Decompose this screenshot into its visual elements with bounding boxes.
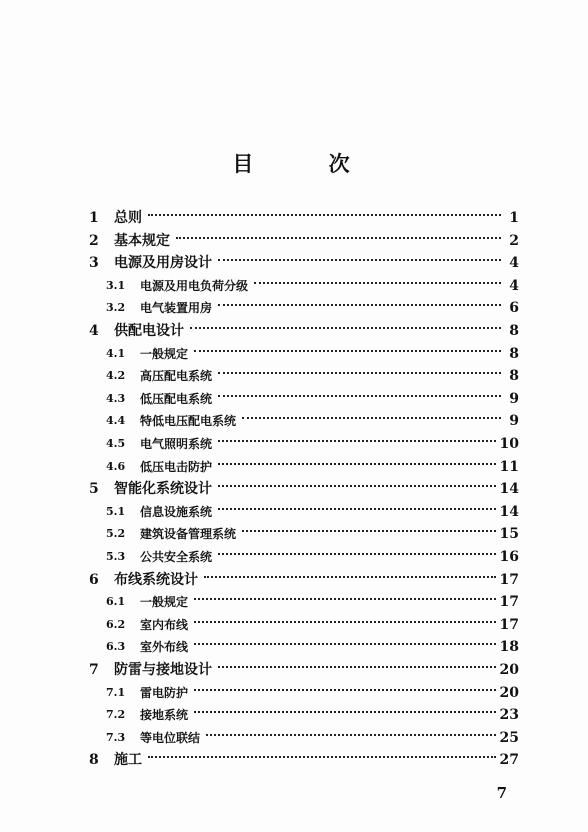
toc-entry-label: 布线系统设计 xyxy=(114,571,198,588)
toc-entry-number: 2 xyxy=(89,232,99,249)
toc-entry-label: 接地系统 xyxy=(140,708,189,723)
toc-entry-line xyxy=(140,682,519,704)
toc-entry-line xyxy=(114,659,519,681)
toc-entry-line xyxy=(140,546,519,568)
toc-entry xyxy=(0,320,588,342)
toc-entry xyxy=(0,478,588,500)
toc-entry xyxy=(0,749,588,771)
toc-entry-label: 一般规定 xyxy=(140,346,189,361)
toc-entry-page: 23 xyxy=(499,707,519,724)
toc-entry-number: 6.1 xyxy=(106,595,126,609)
toc-entry-line xyxy=(140,388,519,410)
toc-entry xyxy=(0,230,588,252)
toc-entry-label: 供配电设计 xyxy=(114,323,184,339)
toc-entry-line xyxy=(114,230,519,252)
toc-entry-label: 信息设施系统 xyxy=(140,504,213,519)
toc-entry-number: 6.3 xyxy=(106,640,126,654)
toc-entry-number: 4.6 xyxy=(106,459,126,473)
dot-leader xyxy=(218,304,501,306)
dot-leader xyxy=(218,485,496,487)
toc-entry xyxy=(0,682,588,704)
toc-entry-label: 公共安全系统 xyxy=(140,550,213,564)
toc-entry-label: 室外布线 xyxy=(140,640,189,655)
toc-entry xyxy=(0,275,588,297)
toc-entry-number: 4.4 xyxy=(106,414,126,428)
toc-entry-number: 8 xyxy=(89,752,99,769)
toc-entry-label: 施工 xyxy=(114,752,142,769)
toc-entry-line xyxy=(140,410,519,432)
toc-entry-label: 雷电防护 xyxy=(140,685,189,700)
toc-entry-page: 10 xyxy=(499,436,519,452)
dot-leader xyxy=(194,643,496,645)
toc-entry-label: 特低电压配电系统 xyxy=(140,414,237,429)
toc-entry-label: 总则 xyxy=(114,210,142,226)
dot-leader xyxy=(242,530,496,532)
dot-leader xyxy=(204,576,496,578)
toc-entry-number: 7.2 xyxy=(106,708,126,722)
dot-leader xyxy=(218,463,496,465)
toc-entry-line xyxy=(140,523,519,545)
toc-entry-page: 14 xyxy=(499,481,519,498)
toc-entry xyxy=(0,388,588,410)
toc-entry xyxy=(0,252,588,274)
toc-entry-number: 7 xyxy=(89,662,99,678)
dot-leader xyxy=(218,440,496,442)
toc-entry-label: 电源及用电负荷分级 xyxy=(140,278,249,293)
toc-entry-label: 防雷与接地设计 xyxy=(114,662,212,678)
dot-leader xyxy=(218,395,501,397)
toc-entry-number: 5.2 xyxy=(106,527,126,541)
dot-leader xyxy=(194,350,501,352)
toc-entry-line xyxy=(140,297,519,319)
toc-entry xyxy=(0,207,588,229)
toc-entry-line xyxy=(114,569,519,591)
toc-entry-line xyxy=(140,614,519,636)
toc-entry-label: 建筑设备管理系统 xyxy=(140,527,237,542)
toc-entry-number: 3 xyxy=(89,255,99,272)
toc-entry-number: 4.1 xyxy=(106,346,126,360)
toc-entry xyxy=(0,297,588,319)
toc-entry-page: 18 xyxy=(499,639,519,656)
toc-entry-number: 7.1 xyxy=(106,685,126,699)
dot-leader xyxy=(218,372,501,374)
toc-entry xyxy=(0,433,588,455)
toc-entry-page: 25 xyxy=(499,729,519,746)
toc-entry-line xyxy=(140,591,519,613)
dot-leader xyxy=(218,666,496,668)
dot-leader xyxy=(176,237,501,239)
toc-entry-label: 电气装置用房 xyxy=(140,301,213,316)
toc-entry-label: 智能化系统设计 xyxy=(114,481,212,498)
toc-entry xyxy=(0,591,588,613)
dot-leader xyxy=(254,282,501,284)
toc-entry-number: 4.5 xyxy=(106,437,126,450)
toc-entry xyxy=(0,704,588,726)
toc-entry-line xyxy=(114,320,519,342)
toc-entry-label: 电源及用房设计 xyxy=(114,255,212,272)
toc-entry xyxy=(0,456,588,478)
toc-entry-label: 一般规定 xyxy=(140,595,189,610)
toc-entry xyxy=(0,727,588,749)
toc-entry xyxy=(0,365,588,387)
dot-leader xyxy=(148,214,501,216)
toc-entry-number: 5 xyxy=(89,481,99,498)
toc-entry-page: 1 xyxy=(509,210,519,226)
toc-entry xyxy=(0,569,588,591)
toc-entry-line xyxy=(114,207,519,229)
toc-entry-line xyxy=(140,636,519,658)
toc-entry xyxy=(0,523,588,545)
toc-entry-page: 9 xyxy=(509,413,519,430)
dot-leader xyxy=(242,417,501,419)
toc-entry-number: 3.1 xyxy=(106,278,126,292)
toc-entry-number: 3.2 xyxy=(106,301,126,315)
dot-leader xyxy=(218,553,496,555)
toc-entry-line xyxy=(140,727,519,749)
toc-entry-line xyxy=(114,252,519,274)
toc-entry-page: 11 xyxy=(499,458,519,475)
toc-entry xyxy=(0,614,588,636)
toc-entry-number: 6.2 xyxy=(106,617,126,631)
toc-entry-label: 基本规定 xyxy=(114,232,170,249)
toc-entry-label: 等电位联结 xyxy=(140,730,201,745)
toc-entry-page: 8 xyxy=(509,323,519,339)
page-title: 目 次 xyxy=(232,151,384,176)
dot-leader xyxy=(194,689,496,691)
toc-entry-line xyxy=(140,343,519,365)
toc-entry-label: 低压电击防护 xyxy=(140,459,213,474)
toc-entry-number: 6 xyxy=(89,571,99,588)
dot-leader xyxy=(190,327,501,329)
toc-entry-number: 5.1 xyxy=(106,504,126,518)
toc-entry-line xyxy=(140,704,519,726)
page-number: 7 xyxy=(496,784,507,802)
dot-leader xyxy=(194,598,496,600)
dot-leader xyxy=(194,711,496,713)
toc-entry xyxy=(0,636,588,658)
toc-entry xyxy=(0,659,588,681)
toc-entry-line xyxy=(140,456,519,478)
toc-entry-line xyxy=(140,433,519,455)
toc-entry-line xyxy=(114,478,519,500)
toc-entry-number: 7.3 xyxy=(106,730,126,744)
toc-entry-page: 17 xyxy=(499,571,519,588)
toc-entry-label: 高压配电系统 xyxy=(140,369,213,384)
toc-entry-page: 17 xyxy=(499,616,519,633)
toc-entry-line xyxy=(140,501,519,523)
toc-entry-page: 16 xyxy=(499,549,519,565)
toc-entry xyxy=(0,343,588,365)
toc-entry-page: 8 xyxy=(509,368,519,385)
toc-entry-page: 17 xyxy=(499,594,519,611)
toc-entry-number: 1 xyxy=(89,210,99,226)
toc-entry-page: 4 xyxy=(509,255,519,272)
toc-entry-page: 27 xyxy=(499,752,519,769)
toc-entry-page: 8 xyxy=(509,345,519,362)
toc-entry-number: 4.3 xyxy=(106,391,126,405)
dot-leader xyxy=(218,259,501,261)
dot-leader xyxy=(206,734,496,736)
dot-leader xyxy=(148,756,496,758)
dot-leader xyxy=(218,508,496,510)
toc-entry-line xyxy=(140,275,519,297)
toc-entry-page: 2 xyxy=(509,232,519,249)
toc-entry-page: 6 xyxy=(509,300,519,317)
toc-entry-page: 4 xyxy=(509,277,519,294)
toc-entry-line xyxy=(114,749,519,771)
toc-entry-page: 15 xyxy=(499,526,519,543)
toc-entry-label: 低压配电系统 xyxy=(140,391,213,406)
toc-entry-page: 20 xyxy=(499,662,519,678)
toc-entry xyxy=(0,546,588,568)
toc-entry-label: 电气照明系统 xyxy=(140,437,213,451)
toc-entry xyxy=(0,410,588,432)
toc-entry-number: 4.2 xyxy=(106,369,126,383)
toc-entry xyxy=(0,501,588,523)
toc-entry-label: 室内布线 xyxy=(140,617,189,632)
toc-entry-page: 9 xyxy=(509,390,519,407)
toc-entry-line xyxy=(140,365,519,387)
toc-entry-page: 14 xyxy=(499,503,519,520)
toc-entry-number: 5.3 xyxy=(106,550,126,563)
dot-leader xyxy=(194,621,496,623)
toc-entry-number: 4 xyxy=(89,323,99,339)
toc-entry-page: 20 xyxy=(499,684,519,701)
